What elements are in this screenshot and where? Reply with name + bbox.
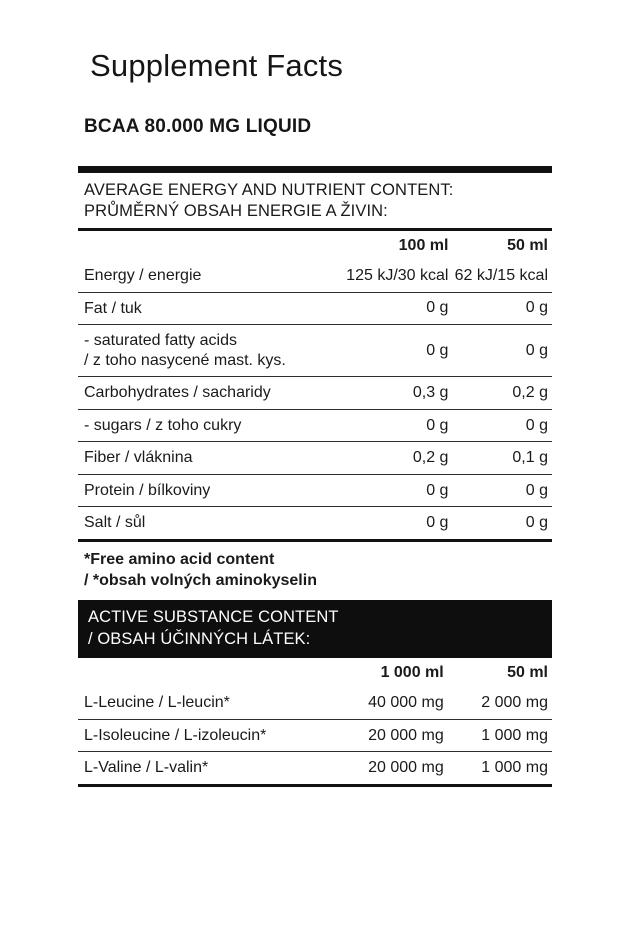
row-label: Salt / sůl [78,507,343,539]
table-row [78,292,552,325]
row-value-50ml: 0,2 g [452,377,552,410]
nutrient-col-50ml: 50 ml [507,237,548,255]
row-value-1000ml: 20 000 mg [324,752,447,784]
table-row [78,377,552,410]
row-label: Energy / energie [84,267,202,285]
nutrient-table-header-row [78,231,552,260]
active-table-header-row [78,658,552,687]
divider-thick-top [78,166,552,173]
row-label: L-Valine / L-valin* [78,752,324,784]
row-label-line1: - saturated fatty acids [84,332,237,350]
row-value-50ml: 0 g [452,507,552,539]
row-value-50ml: 2 000 mg [481,694,548,712]
active-heading-line-cs: / OBSAH ÚČINNÝCH LÁTEK: [88,629,311,648]
nutrient-heading-line-en: AVERAGE ENERGY AND NUTRIENT CONTENT: [84,181,454,199]
row-value-50ml: 62 kJ/15 kcal [454,266,548,284]
active-col-1000ml: 1 000 ml [380,664,444,682]
footnote-line-cs: / *obsah volných aminokyselin [84,571,317,589]
nutrient-heading-line-cs: PRŮMĚRNÝ OBSAH ENERGIE A ŽIVIN: [84,202,388,221]
row-label: - sugars / z toho cukry [78,409,343,442]
row-label: Protein / bílkoviny [78,474,343,507]
active-col-label [78,658,324,687]
active-heading-line-en: ACTIVE SUBSTANCE CONTENT [88,608,339,627]
row-value-100ml: 0 g [343,292,452,325]
row-label-line2: / z toho nasycené mast. kys. [84,351,286,369]
row-value-100ml: 0,3 g [343,377,452,410]
row-value-50ml: 1 000 mg [448,719,552,752]
row-value-1000ml: 20 000 mg [324,719,447,752]
table-row [78,260,552,292]
product-name: BCAA 80.000 MG LIQUID [84,116,312,137]
table-row [78,507,552,539]
row-value-100ml: 0 g [343,409,452,442]
row-value-50ml: 0 g [452,474,552,507]
nutrient-col-label [78,231,343,260]
row-value-50ml: 0 g [452,292,552,325]
footnote-line-en: *Free amino acid content [84,550,275,568]
row-value-100ml: 0 g [343,325,452,377]
row-value-50ml: 0,1 g [452,442,552,475]
table-row [78,719,552,752]
active-col-50ml: 50 ml [507,664,548,682]
row-label: L-Leucine / L-leucin* [84,694,230,712]
table-row [78,752,552,784]
table-row [78,442,552,475]
row-value-100ml: 0,2 g [343,442,452,475]
row-label: L-Isoleucine / L-izoleucin* [78,719,324,752]
row-value-50ml: 1 000 mg [448,752,552,784]
row-value-100ml: 125 kJ/30 kcal [346,266,449,284]
row-label [78,325,343,377]
table-row [78,474,552,507]
row-value-100ml: 0 g [343,474,452,507]
row-label: Fiber / vláknina [78,442,343,475]
nutrient-section-heading [78,173,552,228]
free-amino-acid-footnote [78,542,552,601]
row-value-1000ml: 40 000 mg [368,694,444,712]
row-value-100ml: 0 g [343,507,452,539]
nutrient-col-100ml: 100 ml [398,237,449,255]
table-row [78,325,552,377]
active-substance-heading-band [78,600,552,658]
table-row [78,409,552,442]
nutrient-table [78,231,552,539]
table-row [78,687,552,719]
divider-active-bottom [78,784,552,787]
row-label: Fat / tuk [78,292,343,325]
active-substance-table [78,658,552,784]
row-value-50ml: 0 g [452,325,552,377]
row-value-50ml: 0 g [452,409,552,442]
page-title: Supplement Facts [90,48,344,83]
row-label: Carbohydrates / sacharidy [78,377,343,410]
